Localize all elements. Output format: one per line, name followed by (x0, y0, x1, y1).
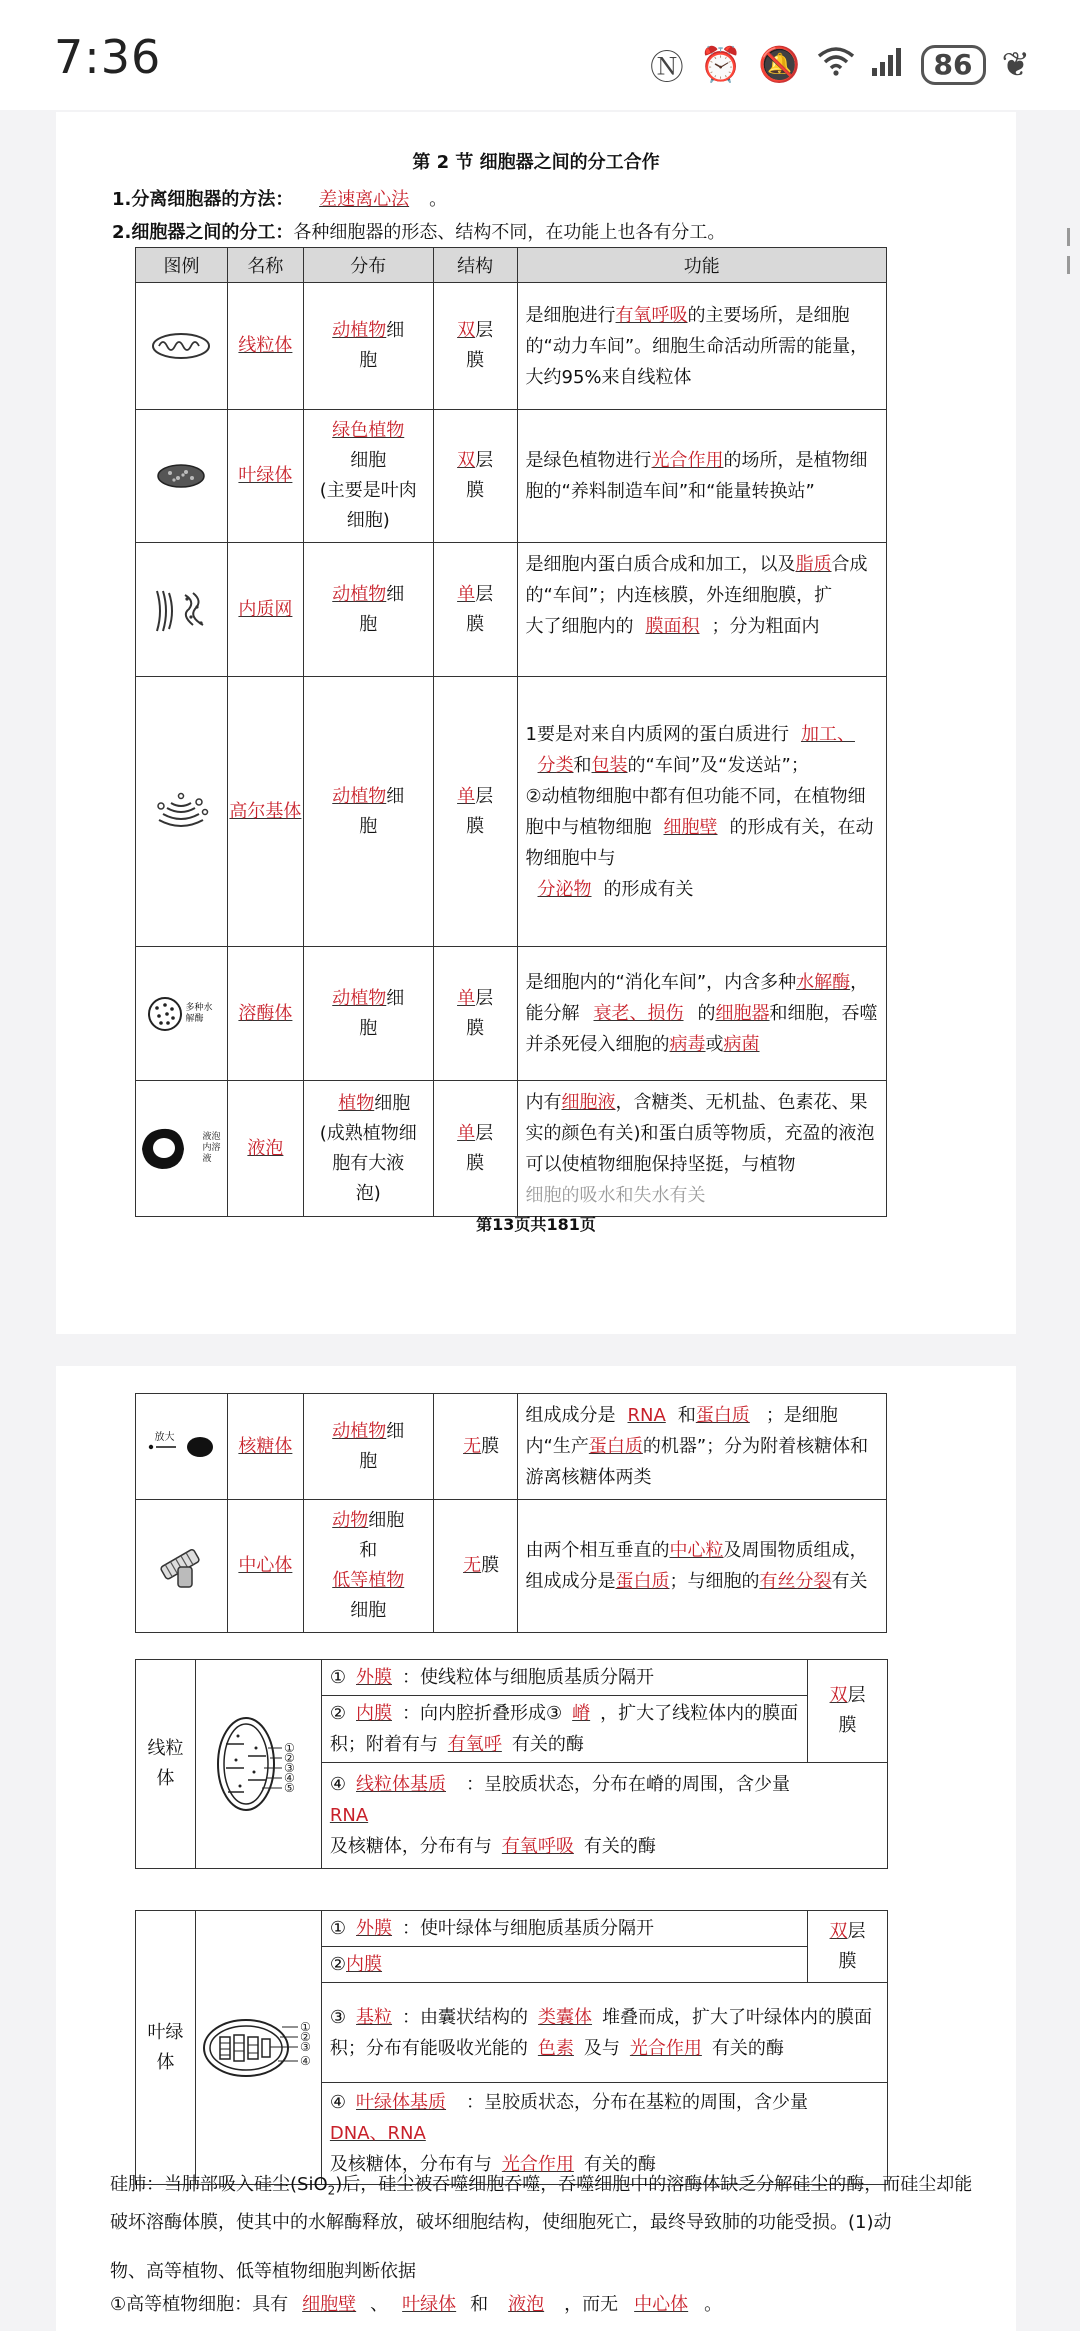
section-title: 第 2 节 细胞器之间的分工合作 (412, 152, 660, 173)
page-footer: 第13页共181页 (476, 1215, 596, 1234)
document-page-2 (56, 1366, 1016, 2331)
table-row: 多种水解酶 溶酶体 动植物细 胞 单层 膜 是细胞内的“消化车间”，内含多种水解酶，能分解 衰老、损伤 的细胞器和细胞，吞噬并杀死侵入细胞的病毒或病菌 (136, 947, 887, 1081)
leaf-icon: ❦ (1001, 44, 1030, 85)
chloro-label-2: ② (300, 2029, 312, 2044)
chloroplast-detail-table: 叶绿 体 ① ② ③ ④ ① 外膜 ：使叶绿体与细胞质基质分隔开 双层 膜 ②内膜 ③ 基粒 ：由囊状结构的 类囊体 堆叠而成，扩大了叶绿体内的膜面积；分布有能吸收光能的 色素 及与 光合作用 有关的酶 ④ 叶绿体基质 ：呈胶质状态，分布在基粒的周围，含少量 DNA、RNA 及核糖体，分布有与 光合作用 有关的酶 (135, 1910, 888, 2185)
table-row: 高尔基体 动植物细 胞 单层 膜 1要是对来自内质网的蛋白质进行 加工、 分类和包装的“车间”及“发送站”； ②动植物细胞中都有但功能不同，在植物细胞中与植物细胞 细胞壁 的形成有关，在动物细胞中与 分泌物 的形成有关 (136, 677, 887, 947)
endoplasmic-reticulum-icon (136, 587, 227, 633)
ribosome-icon: 放大 (136, 1432, 227, 1462)
division-line: 2.细胞器之间的分工：各种细胞器的形态、结构不同，在功能上也各有分工。 (112, 222, 726, 243)
scroll-indicator[interactable] (1067, 256, 1070, 274)
mito-label-5: ⑤ (284, 1781, 296, 1795)
alarm-icon: ⏰ (699, 44, 743, 85)
higher-plant-line: ①高等植物细胞：具有 细胞壁 、 叶绿体 和 液泡 ，而无 中心体 。 (110, 2294, 723, 2315)
chloroplast-diagram (196, 2013, 321, 2083)
status-time: 7:36 (54, 30, 162, 84)
mito-label-2: ② (284, 1751, 296, 1765)
criteria-heading: 物、高等植物、低等植物细胞判断依据 (110, 2261, 416, 2282)
table-row: 内质网 动植物细 胞 单层 膜 是细胞内蛋白质合成和加工，以及脂质合成的“车间”；内连核膜，外连细胞膜，扩 大了细胞内的 膜面积 ；分为粗面内 (136, 543, 887, 677)
scroll-indicator[interactable] (1067, 228, 1070, 246)
method-answer: 差速离心法 (319, 189, 410, 210)
organelle-table-continued (135, 1393, 887, 1633)
mitochondrion-icon (136, 331, 227, 361)
signal-icon (871, 45, 905, 85)
table-row: 中心体 动物细胞 和 低等植物 细胞 无膜 由两个相互垂直的中心粒及周围物质组成，组成成分是蛋白质；与细胞的有丝分裂有关 (136, 1500, 887, 1633)
document-page-1 (56, 112, 1016, 1334)
lysosome-icon: 多种水解酶 (136, 996, 227, 1032)
mitochondrion-diagram (196, 1714, 321, 1814)
organelle-table (135, 247, 887, 1217)
table-row: 叶绿体 绿色植物 细胞 (主要是叶肉 细胞) 双层 膜 是绿色植物进行光合作用的场所，是植物细胞的“养料制造车间”和“能量转换站” (136, 410, 887, 543)
table-row: 线粒体 动植物细 胞 双层 膜 是细胞进行有氧呼吸的主要场所，是细胞的“动力车间”。细胞生命活动所需的能量，大约95%来自线粒体 (136, 283, 887, 410)
table-header: 图例 名称 分布 结构 功能 (136, 248, 887, 283)
vacuole-icon: 液泡内溶液 (136, 1127, 227, 1171)
silicosis-paragraph: 硅肺：当肺部吸入硅尘(SiO$_2$)后，硅尘被吞噬细胞吞噬，吞噬细胞中的溶酶体缺乏分解硅尘的酶，而硅尘却能破坏溶酶体膜，使其中的水解酶释放，破坏细胞结构，使细胞死亡，最终导致肺的功能受损。(1)动 (110, 2174, 973, 2233)
mitochondrion-detail-table: 线粒 体 ① ② ③ ④ ⑤ ① 外膜 ：使线粒体与细胞质基质分隔开 双层 膜 ② 内膜 ：向内腔折叠形成③ 嵴 ，扩大了线粒体内的膜面积；附着有与 有氧呼 有关的酶 ④ 线粒体基质 ：呈胶质状态，分布在嵴的周围，含少量 RNA 及核糖体，分布有与 有氧呼吸 有关的酶 (135, 1659, 888, 1869)
method-line: 1.分离细胞器的方法： 差速离心法 。 (112, 189, 448, 210)
chloro-label-4: ④ (300, 2053, 312, 2068)
battery-indicator: 86 (921, 45, 986, 85)
wifi-icon (817, 45, 855, 85)
mito-label-1: ① (284, 1741, 296, 1755)
status-icons (650, 40, 1030, 89)
chloroplast-icon (136, 463, 227, 489)
chloro-label-1: ① (300, 2019, 312, 2034)
mito-label-4: ④ (284, 1771, 296, 1785)
golgi-apparatus-icon (136, 792, 227, 832)
chloro-label-3: ③ (300, 2039, 312, 2054)
mito-label-3: ③ (284, 1761, 296, 1775)
table-row: 液泡内溶液 液泡 植物细胞 (成熟植物细 胞有大液 泡) 单层 膜 内有细胞液，含糖类、无机盐、色素花、果实的颜色有关)和蛋白质等物质，充盈的液泡可以使植物细胞保持坚挺，与植物 细胞的吸水和失水有关 (136, 1081, 887, 1217)
status-bar (0, 0, 1080, 110)
table-row: 放大 核糖体 动植物细 胞 无膜 组成成分是 RNA 和蛋白质 ；是细胞内“生产蛋白质的机器”；分为附着核糖体和游离核糖体两类 (136, 1394, 887, 1500)
nfc-icon: Ⓝ (649, 48, 684, 88)
mute-bell-icon: 🔕 (758, 44, 801, 85)
centrosome-icon (136, 1543, 227, 1589)
